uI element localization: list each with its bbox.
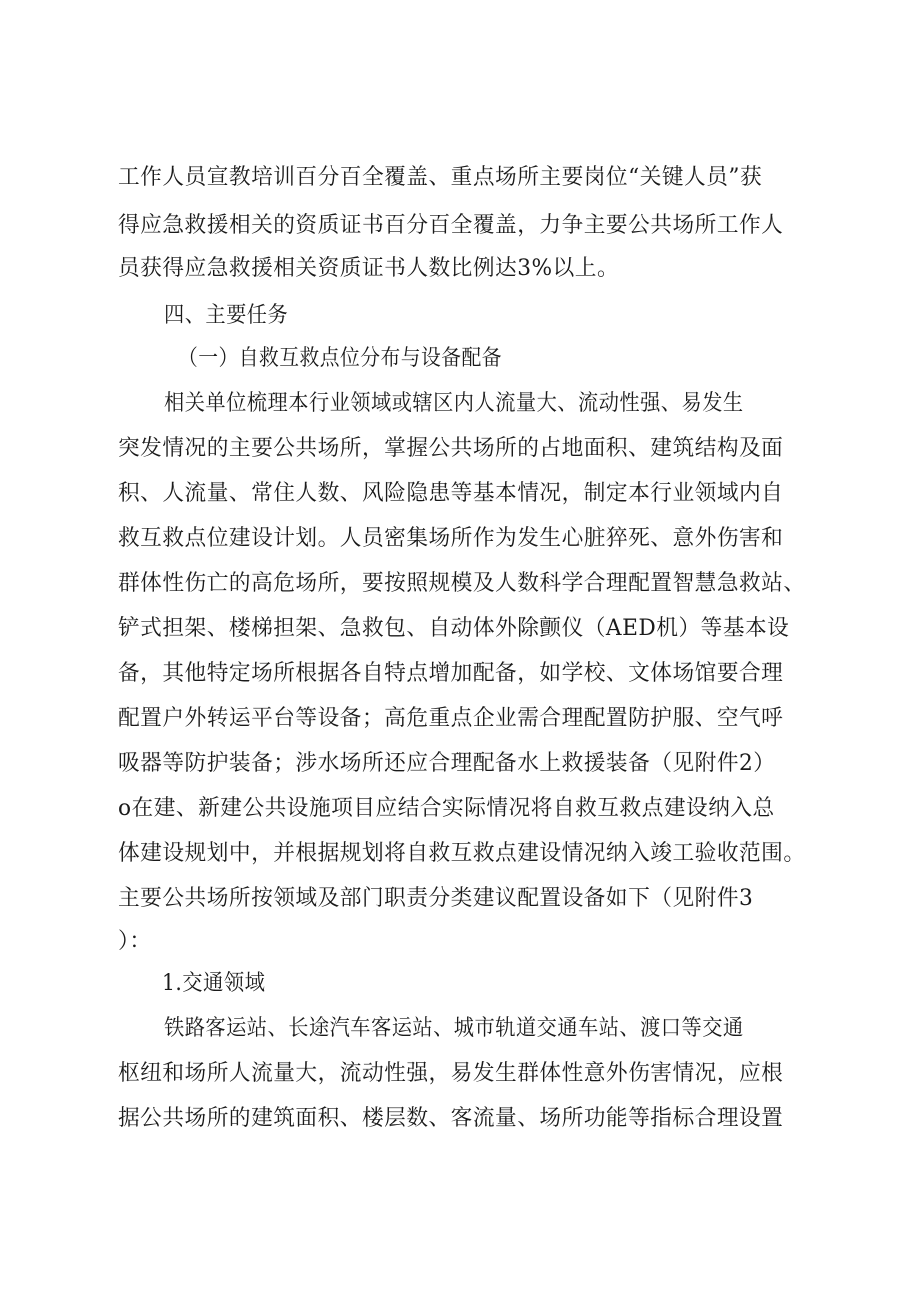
text-line: 体建设规划中，并根据规划将自救互救点建设情况纳入竣工验收范围。 [118,841,806,866]
text-line: 备，其他特定场所根据各自特点增加配备，如学校、文体场馆要合理 [118,661,784,686]
text-line: 铁路客运站、长途汽车客运站、城市轨道交通车站、渡口等交通 [164,1016,744,1041]
text-line: 得应急救援相关的资质证书百分百全覆盖，力争主要公共场所工作人 [118,213,784,238]
section-heading: 四、主要任务 [164,303,289,328]
text-line: 铲式担架、楼梯担架、急救包、自动体外除颤仪（AED机）等基本设 [118,616,790,641]
text-line: 积、人流量、常住人数、风险隐患等基本情况，制定本行业领域内自 [118,481,784,506]
text-line: 配置户外转运平台等设备；高危重点企业需合理配置防护服、空气呼 [118,706,784,731]
text-line: ）： [118,929,152,954]
text-line: 据公共场所的建筑面积、楼层数、客流量、场所功能等指标合理设置 [118,1106,784,1131]
list-heading: 1.交通领域 [162,971,266,996]
text-line: 群体性伤亡的高危场所，要按照规模及人数科学合理配置智慧急救站、 [118,571,806,596]
text-line: 工作人员宣教培训百分百全覆盖、重点场所主要岗位“关键人员”获 [118,165,763,190]
text-line: 相关单位梳理本行业领域或辖区内人流量大、流动性强、易发生 [164,391,744,416]
subsection-heading: （一）自救互救点位分布与设备配备 [178,346,503,371]
text-line: 突发情况的主要公共场所，掌握公共场所的占地面积、建筑结构及面 [118,436,784,461]
text-line: 枢纽和场所人流量大，流动性强，易发生群体性意外伤害情况，应根 [118,1061,784,1086]
text-line: 主要公共场所按领域及部门职责分类建议配置设备如下（见附件3 [118,886,754,911]
text-line: 员获得应急救援相关资质证书人数比例达3%以上。 [118,256,620,281]
text-line: 吸器等防护装备；涉水场所还应合理配备水上救援装备（见附件2） [118,751,776,776]
text-line: 救互救点位建设计划。人员密集场所作为发生心脏猝死、意外伤害和 [118,526,784,551]
text-line: o在建、新建公共设施项目应结合实际情况将自救互救点建设纳入总 [118,796,775,821]
